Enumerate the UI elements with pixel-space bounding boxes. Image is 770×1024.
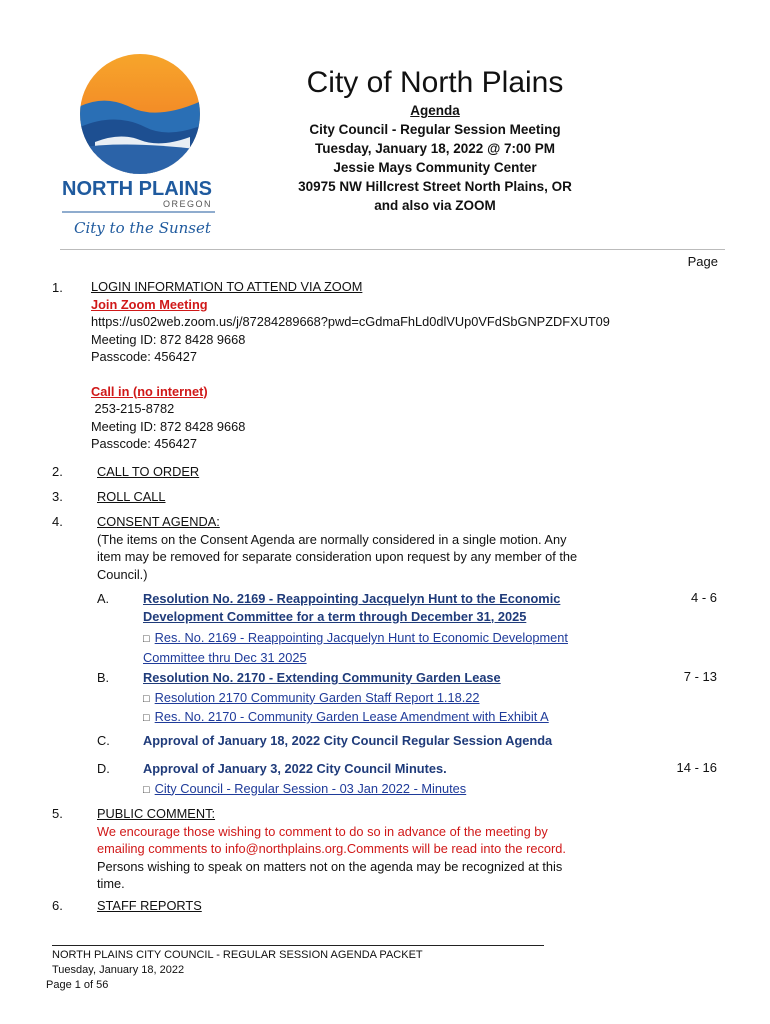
footer — [52, 948, 552, 978]
header-divider — [60, 249, 725, 250]
subitem-letter: B. — [97, 670, 110, 685]
checkbox-icon: □ — [143, 633, 150, 645]
comment-note: time. — [97, 876, 125, 891]
subitem-letter: C. — [97, 733, 110, 748]
attachment-link[interactable]: □ City Council - Regular Session - 03 Jan 2022 - Minutes — [143, 780, 623, 800]
city-logo — [60, 52, 220, 242]
footer-date: Tuesday, January 18, 2022 — [52, 964, 185, 976]
city-logo-graphic — [60, 52, 220, 242]
logo-tagline: City to the Sunset — [74, 219, 211, 237]
meeting-id: Meeting ID: 872 8428 9668 — [91, 331, 246, 347]
approve-minutes-item: Approval of January 3, 2022 City Council Minutes. — [143, 761, 447, 776]
page-range: 7 - 13 — [683, 669, 717, 684]
header — [270, 66, 600, 215]
agenda-label: Agenda — [410, 103, 460, 118]
item-number: 3. — [52, 489, 63, 504]
resolution-2170-link[interactable]: Resolution No. 2170 - Extending Community Garden Lease — [143, 670, 501, 685]
agenda-item-roll-call[interactable]: ROLL CALL — [97, 489, 166, 504]
consent-description: (The items on the Consent Agenda are normally considered in a single motion. Any — [97, 531, 567, 547]
meeting-datetime: Tuesday, January 18, 2022 @ 7:00 PM — [314, 141, 556, 156]
subitem-a — [143, 590, 623, 666]
subitem-letter: D. — [97, 761, 110, 776]
item-number: 5. — [52, 806, 63, 821]
item-title: CONSENT AGENDA: — [97, 514, 220, 529]
checkbox-icon: □ — [143, 692, 150, 705]
meeting-venue: Jessie Mays Community Center — [333, 160, 537, 175]
agenda-item-zoom — [91, 278, 691, 453]
consent-description: item may be removed for separate consideration upon request by any member of the — [97, 549, 578, 564]
subitem-b — [143, 669, 623, 728]
attachment-link[interactable]: □ Res. No. 2169 - Reappointing Jacquelyn Hunt to Economic Development Committee thru Dec 31 2025 — [143, 630, 568, 665]
join-zoom-link[interactable]: Join Zoom Meeting — [91, 296, 208, 312]
meeting-name: City Council - Regular Session Meeting — [309, 122, 561, 137]
comment-note: emailing comments to info@northplains.org.Comments will be read into the record. — [97, 841, 566, 856]
page-title: City of North Plains — [306, 66, 564, 99]
attachment-link[interactable]: □ Resolution 2170 Community Garden Staff Report 1.18.22 — [143, 689, 623, 709]
logo-state: OREGON — [163, 199, 213, 209]
footer-divider — [52, 945, 544, 946]
consent-description: Council.) — [97, 566, 148, 582]
item-number: 4. — [52, 514, 63, 529]
passcode: Passcode: 456427 — [91, 436, 198, 451]
agenda-item-staff-reports[interactable]: STAFF REPORTS — [97, 898, 202, 913]
subitem-d — [143, 760, 623, 799]
agenda-item-call-to-order[interactable]: CALL TO ORDER — [97, 464, 200, 479]
item-title[interactable]: PUBLIC COMMENT: — [97, 806, 216, 821]
page-column-label: Page — [687, 254, 718, 269]
zoom-url[interactable]: https://us02web.zoom.us/j/87284289668?pwd=cGdmaFhLd0dlVUp0VFdSbGNPZDFXUT09 — [91, 314, 610, 329]
checkbox-icon: □ — [143, 783, 150, 796]
approve-agenda-item: Approval of January 18, 2022 City Council Regular Session Agenda — [143, 733, 553, 748]
phone-number: 253-215-8782 — [91, 401, 175, 416]
meeting-id: Meeting ID: 872 8428 9668 — [91, 418, 246, 434]
meeting-zoom-note: and also via ZOOM — [374, 198, 496, 213]
footer-title: NORTH PLAINS CITY COUNCIL - REGULAR SESSION AGENDA PACKET — [52, 949, 423, 961]
meeting-address: 30975 NW Hillcrest Street North Plains, OR — [298, 179, 572, 194]
resolution-2169-link[interactable]: Resolution No. 2169 - Reappointing Jacquelyn Hunt to the Economic Development Committee for a term through December 31, 2025 — [143, 591, 561, 624]
page-range: 14 - 16 — [676, 760, 717, 775]
item-number: 1. — [52, 280, 63, 295]
attachment-link[interactable]: □ Res. No. 2170 - Community Garden Lease Amendment with Exhibit A — [143, 708, 623, 728]
call-in-link[interactable]: Call in (no internet) — [91, 383, 208, 399]
page-range: 4 - 6 — [690, 590, 717, 605]
item-number: 6. — [52, 898, 63, 913]
footer-page-number: Page 1 of 56 — [46, 979, 109, 991]
comment-note: We encourage those wishing to comment to do so in advance of the meeting by — [97, 823, 548, 839]
agenda-item-consent — [97, 513, 657, 583]
logo-name: NORTH PLAINS — [62, 178, 212, 200]
comment-note: Persons wishing to speak on matters not on the agenda may be recognized at this — [97, 858, 563, 874]
item-title: LOGIN INFORMATION TO ATTEND VIA ZOOM — [91, 279, 363, 294]
item-number: 2. — [52, 464, 63, 479]
checkbox-icon: □ — [143, 712, 150, 724]
agenda-item-public-comment — [97, 805, 677, 893]
passcode: Passcode: 456427 — [91, 349, 198, 364]
subitem-letter: A. — [97, 591, 110, 606]
